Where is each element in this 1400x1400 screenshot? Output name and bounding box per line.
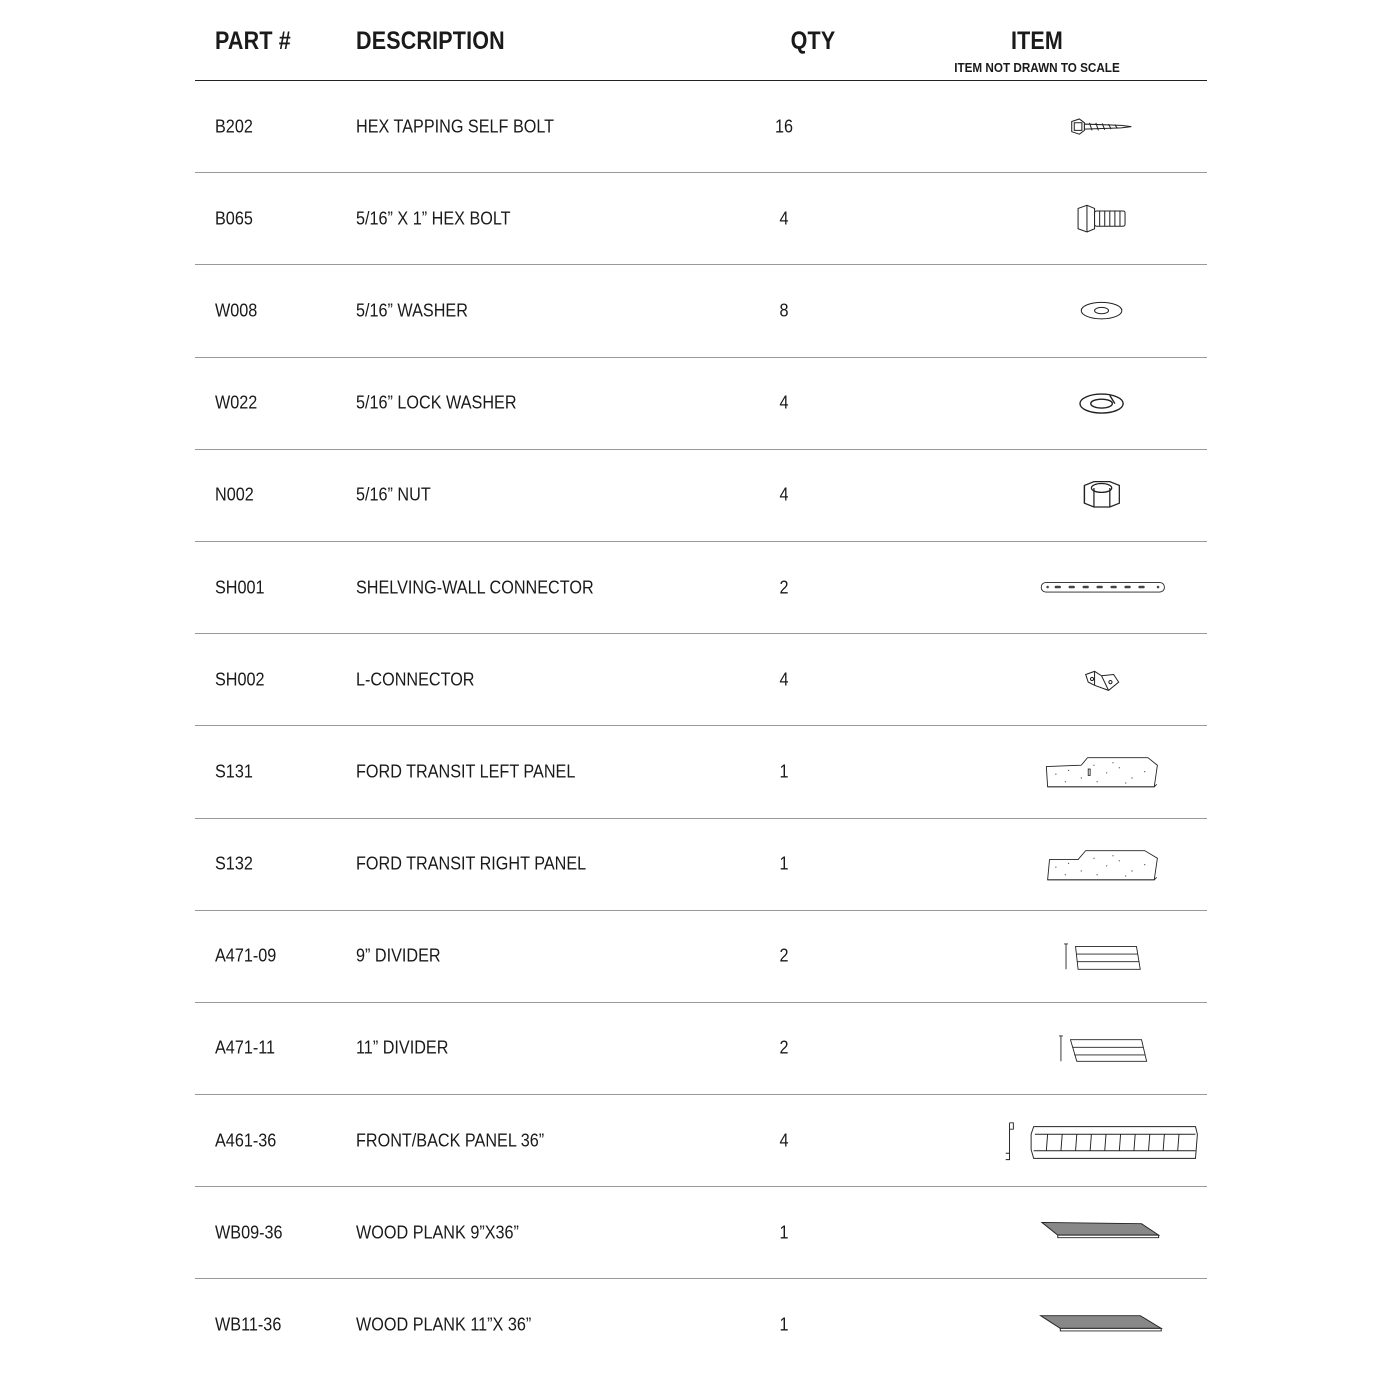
part-number: SH002	[215, 669, 265, 690]
table-row	[195, 542, 1207, 634]
part-quantity: 16	[774, 116, 794, 137]
part-description: FORD TRANSIT RIGHT PANEL	[356, 853, 587, 874]
part-number: WB09-36	[215, 1222, 283, 1243]
part-quantity: 4	[779, 1130, 789, 1151]
part-number: S132	[215, 853, 253, 874]
part-number: W008	[215, 300, 258, 321]
slotted-strip-icon	[875, 542, 1205, 633]
washer-icon	[875, 265, 1205, 356]
front-back-panel-icon	[875, 1095, 1205, 1186]
table-row	[195, 1279, 1207, 1370]
part-description: 5/16” LOCK WASHER	[356, 392, 517, 413]
wood-plank-11-icon	[875, 1279, 1205, 1370]
table-row	[195, 819, 1207, 911]
part-number: W022	[215, 392, 258, 413]
part-number: B202	[215, 116, 253, 137]
part-quantity: 8	[779, 300, 789, 321]
header-quantity: QTY	[790, 27, 836, 55]
part-description: 9” DIVIDER	[356, 945, 441, 966]
header-part-number: PART #	[215, 27, 291, 55]
table-row	[195, 634, 1207, 726]
part-quantity: 1	[779, 1222, 789, 1243]
part-description: L-CONNECTOR	[356, 669, 475, 690]
parts-table	[195, 0, 1207, 1371]
part-number: A471-11	[215, 1037, 276, 1058]
part-quantity: 2	[779, 577, 789, 598]
part-number: A471-09	[215, 945, 277, 966]
part-number: S131	[215, 761, 253, 782]
part-description: FRONT/BACK PANEL 36”	[356, 1130, 545, 1151]
part-description: SHELVING-WALL CONNECTOR	[356, 577, 594, 598]
part-number: WB11-36	[215, 1314, 282, 1335]
right-panel-icon	[875, 819, 1205, 910]
part-quantity: 1	[779, 1314, 789, 1335]
part-description: 5/16” WASHER	[356, 300, 468, 321]
table-row	[195, 450, 1207, 542]
part-description: 5/16” NUT	[356, 484, 431, 505]
table-row	[195, 1003, 1207, 1095]
part-description: FORD TRANSIT LEFT PANEL	[356, 761, 576, 782]
part-description: WOOD PLANK 11”X 36”	[356, 1314, 532, 1335]
hex-nut-icon	[875, 450, 1205, 541]
part-description: HEX TAPPING SELF BOLT	[356, 116, 555, 137]
left-panel-icon	[875, 726, 1205, 817]
part-quantity: 4	[779, 484, 789, 505]
table-row	[195, 911, 1207, 1003]
l-bracket-icon	[875, 634, 1205, 725]
table-body	[195, 81, 1207, 1371]
divider-11-icon	[875, 1003, 1205, 1094]
divider-9-icon	[875, 911, 1205, 1002]
part-quantity: 1	[779, 761, 789, 782]
part-quantity: 4	[779, 669, 789, 690]
part-description: WOOD PLANK 9”X36”	[356, 1222, 519, 1243]
table-row	[195, 358, 1207, 450]
part-number: SH001	[215, 577, 265, 598]
lock-washer-icon	[875, 358, 1205, 449]
part-quantity: 4	[779, 392, 789, 413]
part-number: N002	[215, 484, 254, 505]
hex-tapping-screw-icon	[875, 81, 1205, 172]
part-number: A461-36	[215, 1130, 277, 1151]
header-description: DESCRIPTION	[356, 27, 505, 55]
part-quantity: 4	[779, 208, 789, 229]
header-item-note: ITEM NOT DRAWN TO SCALE	[954, 60, 1120, 75]
part-description: 5/16” X 1” HEX BOLT	[356, 208, 511, 229]
table-row	[195, 1187, 1207, 1279]
table-row	[195, 173, 1207, 265]
table-header	[195, 0, 1207, 81]
part-quantity: 2	[779, 945, 789, 966]
part-description: 11” DIVIDER	[356, 1037, 449, 1058]
table-row	[195, 1095, 1207, 1187]
table-row	[195, 81, 1207, 173]
table-row	[195, 726, 1207, 818]
table-row	[195, 265, 1207, 357]
part-quantity: 2	[779, 1037, 789, 1058]
part-quantity: 1	[779, 853, 789, 874]
wood-plank-9-icon	[875, 1187, 1205, 1278]
hex-bolt-icon	[875, 173, 1205, 264]
header-item: ITEM	[1010, 27, 1064, 55]
part-number: B065	[215, 208, 253, 229]
